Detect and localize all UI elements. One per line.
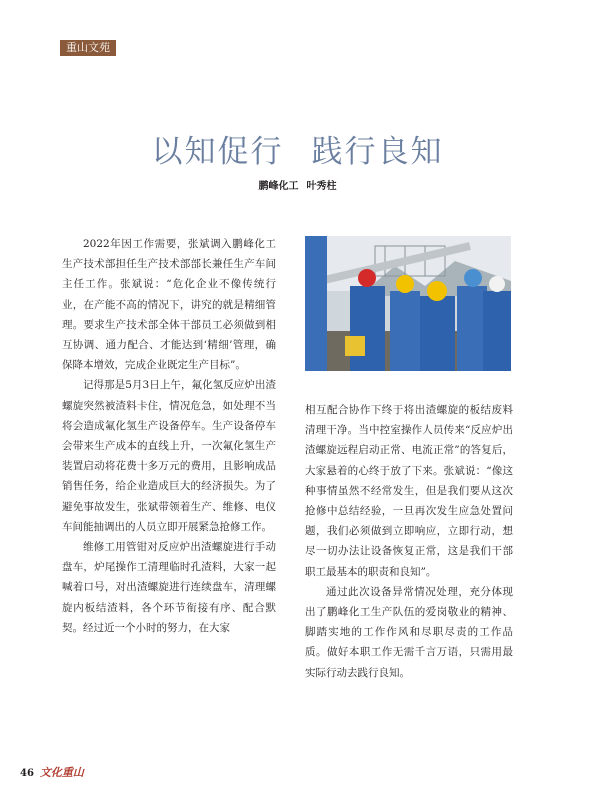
right-column [305, 400, 513, 683]
paragraph-4: 相互配合协作下终于将出渣螺旋的板结废料清理干净。当中控室操作人员传来“反应炉出渣螺旋远程启动正常、电流正常”的答复后，大家悬着的心终于放了下来。张斌说：“像这种事情虽然不经常发生，但是我们要从这次抢修中总结经验，一旦再次发生应急处置问题，我们必须做到立即响应，立即行动，想尽一切办法让设备恢复正常，这是我们干部职工最基本的职责和良知”。 [305, 404, 513, 578]
paragraph-1: 2022年因工作需要，张斌调入鹏峰化工生产技术部担任生产技术部部长兼任生产车间主任工作。张斌说：“危化企业不像传统行业，在产能不高的情况下，讲究的就是精细管理。要求生产技术部全体干部员工必须做到相互协调、通力配合、才能达到‘精细’管理，确保降本增效，完成企业既定生产目标”。 [62, 238, 276, 372]
left-column [62, 234, 276, 638]
byline [0, 177, 595, 192]
paragraph-3: 维修工用管钳对反应炉出渣螺旋进行手动盘车，炉尾操作工清理临时孔渣料，大家一起喊着口号，对出渣螺旋进行连续盘车，清理螺旋内板结渣料，各个环节衔接有序、配合默契。经过近一个小时的努力，在大家 [62, 541, 276, 634]
section-tag: 重山文苑 [60, 40, 116, 56]
title-part-1: 以知促行 [151, 134, 284, 170]
page-footer [20, 764, 84, 780]
magazine-logo: 文化重山 [39, 766, 84, 779]
workers-photo [305, 236, 511, 371]
byline-org: 鹏峰化工 [258, 181, 299, 192]
page-number: 46 [20, 768, 34, 779]
byline-author: 叶秀柱 [306, 181, 337, 192]
paragraph-2: 记得那是5月3日上午，氟化氢反应炉出渣螺旋突然被渣料卡住，情况危急，如处理不当将会造成氟化氢生产设备停车。生产设备停车会带来生产成本的直线上升，一次氟化氢生产装置启动将花费十多万元的费用，且影响成品销售任务，给企业造成巨大的经济损失。为了避免事故发生，张斌带领着生产、维修、电仪车间能抽调出的人员立即开展紧急抢修工作。 [62, 379, 276, 533]
title-part-2: 践行良知 [311, 134, 444, 170]
paragraph-5: 通过此次设备异常情况处理，充分体现出了鹏峰化工生产队伍的爱岗敬业的精神、脚踏实地的工作作风和尽职尽责的工作品质。做好本职工作无需千言万语，只需用最实际行动去践行良知。 [305, 585, 513, 679]
page-title [0, 126, 595, 171]
